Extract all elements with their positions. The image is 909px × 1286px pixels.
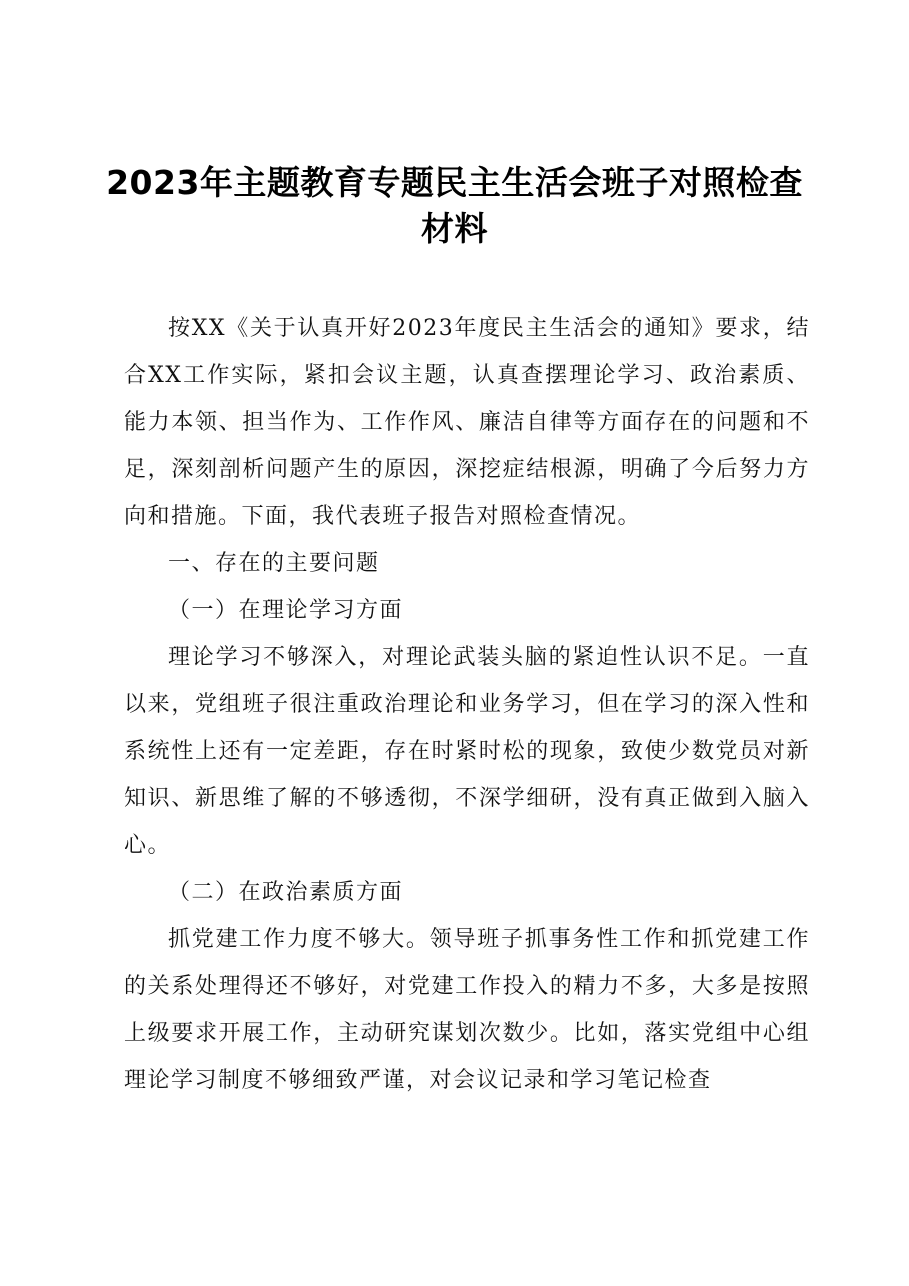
body-paragraph: 抓党建工作力度不够大。领导班子抓事务性工作和抓党建工作的关系处理得还不够好，对党建工作投入的精力不多，大多是按照上级要求开展工作，主动研究谋划次数少。比如，落实党组中心组理论学习制度不够细致严谨，对会议记录和学习笔记检查: [124, 927, 810, 1093]
subsection-heading: （一）在理论学习方面: [168, 598, 404, 623]
document-title: 2023年主题教育专题民主生活会班子对照检查材料: [106, 163, 803, 248]
document-body: [124, 305, 810, 1104]
intro-paragraph: 按XX《关于认真开好2023年度民主生活会的通知》要求，结合XX工作实际，紧扣会议主题，认真查摆理论学习、政治素质、能力本领、担当作为、工作作风、廉洁自律等方面存在的问题和不足，深刻剖析问题产生的原因，深挖症结根源，明确了今后努力方向和措施。下面，我代表班子报告对照检查情况。: [124, 316, 810, 529]
body-paragraph: 理论学习不够深入，对理论武装头脑的紧迫性认识不足。一直以来，党组班子很注重政治理论和业务学习，但在学习的深入性和系统性上还有一定差距，存在时紧时松的现象，致使少数党员对新知识、新思维了解的不够透彻，不深学细研，没有真正做到入脑入心。: [124, 645, 810, 858]
subsection-heading: （二）在政治素质方面: [168, 880, 404, 905]
section-heading: 一、存在的主要问题: [168, 551, 380, 576]
